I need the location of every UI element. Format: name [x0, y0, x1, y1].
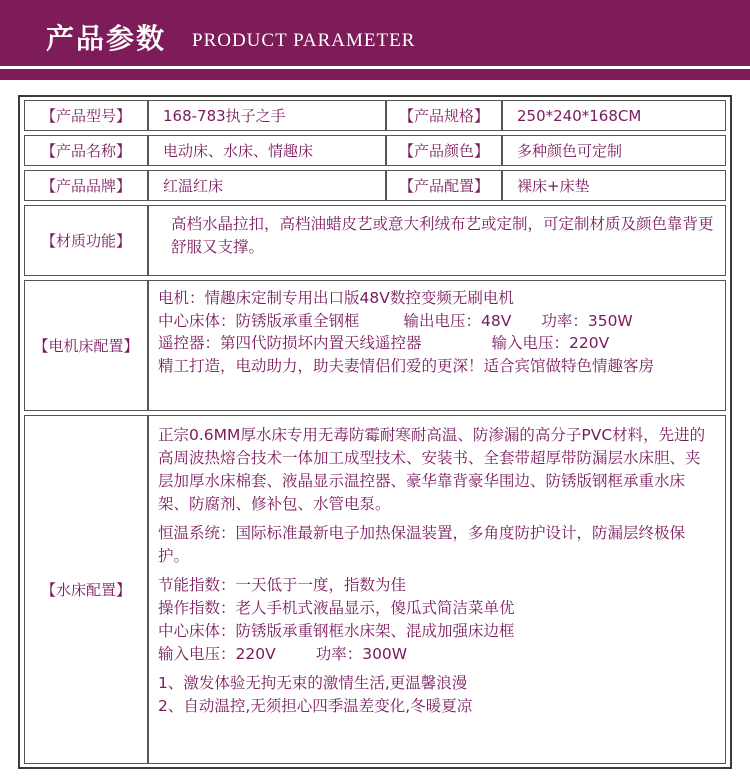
motor-description: 精工打造，电动助力，助夫妻情侣们爱的更深！适合宾馆做特色情趣客房	[158, 356, 655, 375]
motor-bed-label: 【电机床配置】	[24, 280, 148, 411]
banner-stripe	[0, 66, 750, 69]
water-bed-label: 【水床配置】	[24, 415, 148, 764]
material-text: 高档水晶拉扣，高档油蜡皮艺或意大利绒布艺或定制，可定制材质及颜色靠背更舒服又支撑。	[148, 205, 726, 276]
water-bed-intro: 正宗0.6MM厚水床专用无毒防霉耐寒耐高温、防渗漏的高分子PVC材料，先进的高周波热熔合技术一体加工成型技术、安装书、全套带超厚带防漏层水床胆、夹层加厚水床棉套、液晶显示温控器、豪华靠背豪华围边、防锈版钢框承重水床架、防腐剂、修补包、水管电泵。	[158, 426, 706, 513]
header-banner	[0, 0, 750, 80]
model-label: 【产品型号】	[24, 100, 148, 131]
name-value: 电动床、水床、情趣床	[148, 135, 386, 166]
water-bed-input-voltage: 输入电压：220V	[158, 645, 276, 663]
page-title-en: PRODUCT PARAMETER	[192, 30, 416, 51]
size-value: 250*240*168CM	[502, 100, 726, 131]
motor-input-voltage: 输入电压：220V	[491, 334, 610, 352]
water-bed-feature-1: 1、激发体验无拘无束的激情生活,更温馨浪漫	[158, 674, 468, 692]
water-bed-thermostat: 恒温系统：国际标准最新电子加热保温装置，多角度防护设计，防漏层终极保护。	[158, 524, 686, 565]
water-bed-config	[148, 415, 726, 764]
config-value: 裸床+床垫	[502, 170, 726, 201]
motor-power: 功率：350W	[541, 311, 633, 330]
brand-label: 【产品品牌】	[24, 170, 148, 201]
size-label: 【产品规格】	[386, 100, 502, 131]
motor-spec: 电机：情趣床定制专用出口版48V数控变频无刷电机	[158, 289, 514, 307]
motor-remote-row	[158, 332, 715, 355]
water-bed-energy: 节能指数：一天低于一度，指数为佳	[158, 576, 407, 594]
water-bed-operation: 操作指数：老人手机式液晶显示，傻瓜式简洁菜单优	[158, 599, 515, 617]
color-value: 多种颜色可定制	[502, 135, 726, 166]
config-label: 【产品配置】	[386, 170, 502, 201]
water-bed-power: 功率：300W	[315, 645, 408, 663]
motor-bed-config	[148, 280, 726, 411]
motor-frame-row	[158, 310, 715, 333]
page-title-cn: 产品参数	[46, 22, 167, 55]
model-value: 168-783执子之手	[148, 100, 386, 131]
material-label: 【材质功能】	[24, 205, 148, 276]
brand-value: 红温红床	[148, 170, 386, 201]
parameter-table	[18, 95, 732, 769]
color-label: 【产品颜色】	[386, 135, 502, 166]
name-label: 【产品名称】	[24, 135, 148, 166]
motor-frame: 中心床体：防锈版承重全钢框	[158, 311, 360, 330]
water-bed-feature-2: 2、自动温控,无须担心四季温差变化,冬暖夏凉	[158, 697, 473, 715]
water-bed-electric-row	[158, 643, 715, 666]
motor-output-voltage: 输出电压：48V	[403, 311, 512, 330]
water-bed-frame: 中心床体：防锈版承重钢框水床架、混成加强床边框	[158, 622, 515, 640]
motor-remote: 遥控器：第四代防损坏内置天线遥控器	[158, 334, 422, 352]
